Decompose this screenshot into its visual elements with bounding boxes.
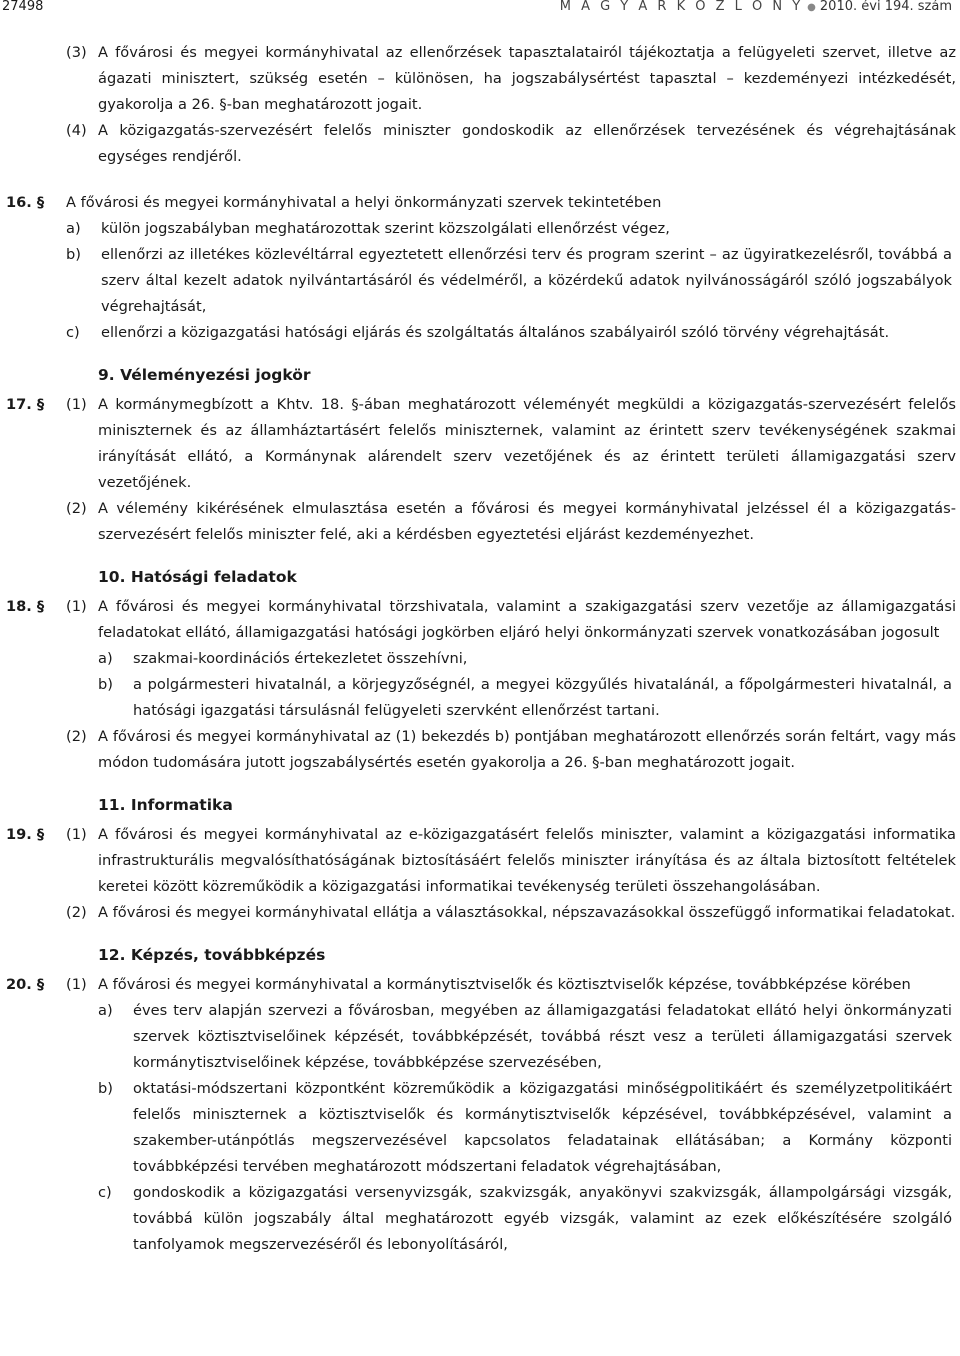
- section-18-1: [0, 594, 960, 646]
- item-label: a): [66, 220, 81, 237]
- paragraph-number: (4): [66, 122, 87, 139]
- paragraph-text: A fővárosi és megyei kormányhivatal az e-közigazgatásért felelős miniszter, valamint a közigazgatási informatika infrastrukturális megvalósíthatóságának biztosításáért felelős miniszter irányítása és az általa biztosított feltételek keretei között közreműködik a közigazgatási informatikai tevékenység területi összehangolásában.: [98, 826, 956, 895]
- paragraph-15-3: [0, 40, 960, 118]
- paragraph-number: (2): [66, 500, 87, 517]
- paragraph-number: (2): [66, 904, 87, 921]
- item-text: ellenőrzi az illetékes közlevéltárral egyeztetett ellenőrzési terv és program szerint – az ügyiratkezelésről, továbbá a szerv által kezelt adatok nyilvántartásáról és védelméről, a közérdekű adatok nyilvánosságáról szóló jogszabályok végrehajtását,: [101, 246, 952, 315]
- page-header: [0, 0, 960, 19]
- issue-number: 2010. évi 194. szám: [819, 0, 952, 14]
- section-number: 19. §: [6, 826, 45, 843]
- paragraph-text: A vélemény kikérésének elmulasztása esetén a fővárosi és megyei kormányhivatal jelzéssel él a közigazgatás-szervezésért felelős miniszter felé, aki a kérdésben egyeztetési eljárást kezdeményezhet.: [98, 500, 956, 543]
- item-label: b): [66, 246, 81, 263]
- section-intro: A fővárosi és megyei kormányhivatal a helyi önkormányzati szervek tekintetében: [66, 194, 662, 211]
- section-17-1: [0, 392, 960, 496]
- item-label: b): [98, 676, 113, 693]
- item-label: c): [98, 1184, 112, 1201]
- item-label: a): [98, 650, 113, 667]
- document-body: [0, 40, 960, 1258]
- paragraph-number: (1): [66, 598, 87, 615]
- item-text: külön jogszabályban meghatározottak szerint közszolgálati ellenőrzést végez,: [101, 220, 670, 237]
- item-text: szakmai-koordinációs értekezletet összehívni,: [133, 650, 468, 667]
- list-item: [0, 646, 960, 672]
- paragraph-text: A közigazgatás-szervezésért felelős miniszter gondoskodik az ellenőrzések tervezésének és végrehajtásának egységes rendjéről.: [98, 122, 956, 165]
- paragraph-number: (3): [66, 44, 87, 61]
- list-item: [0, 1076, 960, 1180]
- item-label: a): [98, 1002, 113, 1019]
- section-20-1: [0, 972, 960, 998]
- heading-10: 10. Hatósági feladatok: [98, 568, 297, 586]
- paragraph-15-4: [0, 118, 960, 170]
- paragraph-number: (1): [66, 976, 87, 993]
- list-item: [0, 242, 960, 320]
- list-item: [0, 320, 960, 346]
- paragraph-number: (1): [66, 396, 87, 413]
- list-item: [0, 1180, 960, 1258]
- list-item: [0, 216, 960, 242]
- paragraph-text: A fővárosi és megyei kormányhivatal törzshivatala, valamint a szakigazgatási szerv vezetője az államigazgatási feladatokat ellátó, államigazgatási hatósági jogkörben eljáró helyi önkormányzati szervek vonatkozásában jogosult: [98, 598, 956, 641]
- section-19-2: [0, 900, 960, 926]
- paragraph-text: A fővárosi és megyei kormányhivatal a kormánytisztviselők és köztisztviselők képzése, továbbképzése körében: [98, 976, 911, 993]
- section-16: [0, 190, 960, 216]
- item-label: c): [66, 324, 80, 341]
- item-text: ellenőrzi a közigazgatási hatósági eljárás és szolgáltatás általános szabályairól szóló törvény végrehajtását.: [101, 324, 890, 341]
- item-text: gondoskodik a közigazgatási versenyvizsgák, szakvizsgák, anyakönyvi szakvizsgák, állampolgársági vizsgák, továbbá külön jogszabály által meghatározott egyéb vizsgák, valamint az ezek előkészítésére szolgáló tanfolyamok megszervezéséről és lebonyolításáról,: [133, 1184, 952, 1253]
- section-number: 17. §: [6, 396, 45, 413]
- list-item: [0, 672, 960, 724]
- journal-title: M A G Y A R K Ö Z L Ö N Y: [559, 0, 804, 14]
- item-label: b): [98, 1080, 113, 1097]
- separator-bullet-icon: ●: [807, 2, 816, 13]
- item-text: éves terv alapján szervezi a fővárosban, megyében az államigazgatási feladatokat ellátó helyi önkormányzati szervek köztisztviselőinek képzését, továbbképzését, továbbá részt vesz a területi államigazgatási szervek kormánytisztviselőinek képzése, továbbképzése szervezésében,: [133, 1002, 952, 1071]
- section-18-2: [0, 724, 960, 776]
- heading-12: 12. Képzés, továbbképzés: [98, 946, 326, 964]
- item-text: oktatási-módszertani központként közreműködik a közigazgatási minőségpolitikáért és személyzetpolitikáért felelős miniszternek a köztisztviselők és kormánytisztviselők képzésével, továbbképzésével, valamint a szakember-utánpótlás megszervezésével kapcsolatos feladatainak ellátásában; a Kormány központi továbbképzési tervében meghatározott módszertani feladatok végrehajtásában,: [133, 1080, 952, 1175]
- heading-11: 11. Informatika: [98, 796, 233, 814]
- heading-9: 9. Véleményezési jogkör: [98, 366, 311, 384]
- section-number: 16. §: [6, 194, 45, 211]
- paragraph-text: A fővárosi és megyei kormányhivatal az (1) bekezdés b) pontjában meghatározott ellenőrzés során feltárt, vagy más módon tudomására jutott jogszabálysértés esetén gyakorolja a 26. §-ban meghatározott jogait.: [98, 728, 956, 771]
- paragraph-text: A fővárosi és megyei kormányhivatal ellátja a választásokkal, népszavazásokkal összefüggő informatikai feladatokat.: [98, 904, 956, 921]
- paragraph-text: A fővárosi és megyei kormányhivatal az ellenőrzések tapasztalatairól tájékoztatja a felügyeleti szervet, illetve az ágazati minisztert, szükség esetén – különösen, ha jogszabálysértést tapasztal – kezdeményezi intézkedését, gyakorolja a 26. §-ban meghatározott jogait.: [98, 44, 956, 113]
- paragraph-text: A kormánymegbízott a Khtv. 18. §-ában meghatározott véleményét megküldi a közigazgatás-szervezésért felelős miniszternek és az államháztartásért felelős miniszternek, valamint az érintett szerv tevékenységének szakmai irányítását ellátó, a Kormánynak alárendelt szerv vezetőjének és az érintett területi államigazgatási szerv vezetőjének.: [98, 396, 956, 491]
- section-17-2: [0, 496, 960, 548]
- journal-header: [560, 0, 952, 18]
- section-number: 20. §: [6, 976, 45, 993]
- paragraph-number: (1): [66, 826, 87, 843]
- page-number: 27498: [2, 0, 44, 14]
- section-number: 18. §: [6, 598, 45, 615]
- section-19-1: [0, 822, 960, 900]
- paragraph-number: (2): [66, 728, 87, 745]
- item-text: a polgármesteri hivatalnál, a körjegyzőségnél, a megyei közgyűlés hivatalánál, a főpolgármesteri hivatalnál, a hatósági igazgatási társulásnál felügyeleti szervként ellenőrzést tartani.: [133, 676, 952, 719]
- list-item: [0, 998, 960, 1076]
